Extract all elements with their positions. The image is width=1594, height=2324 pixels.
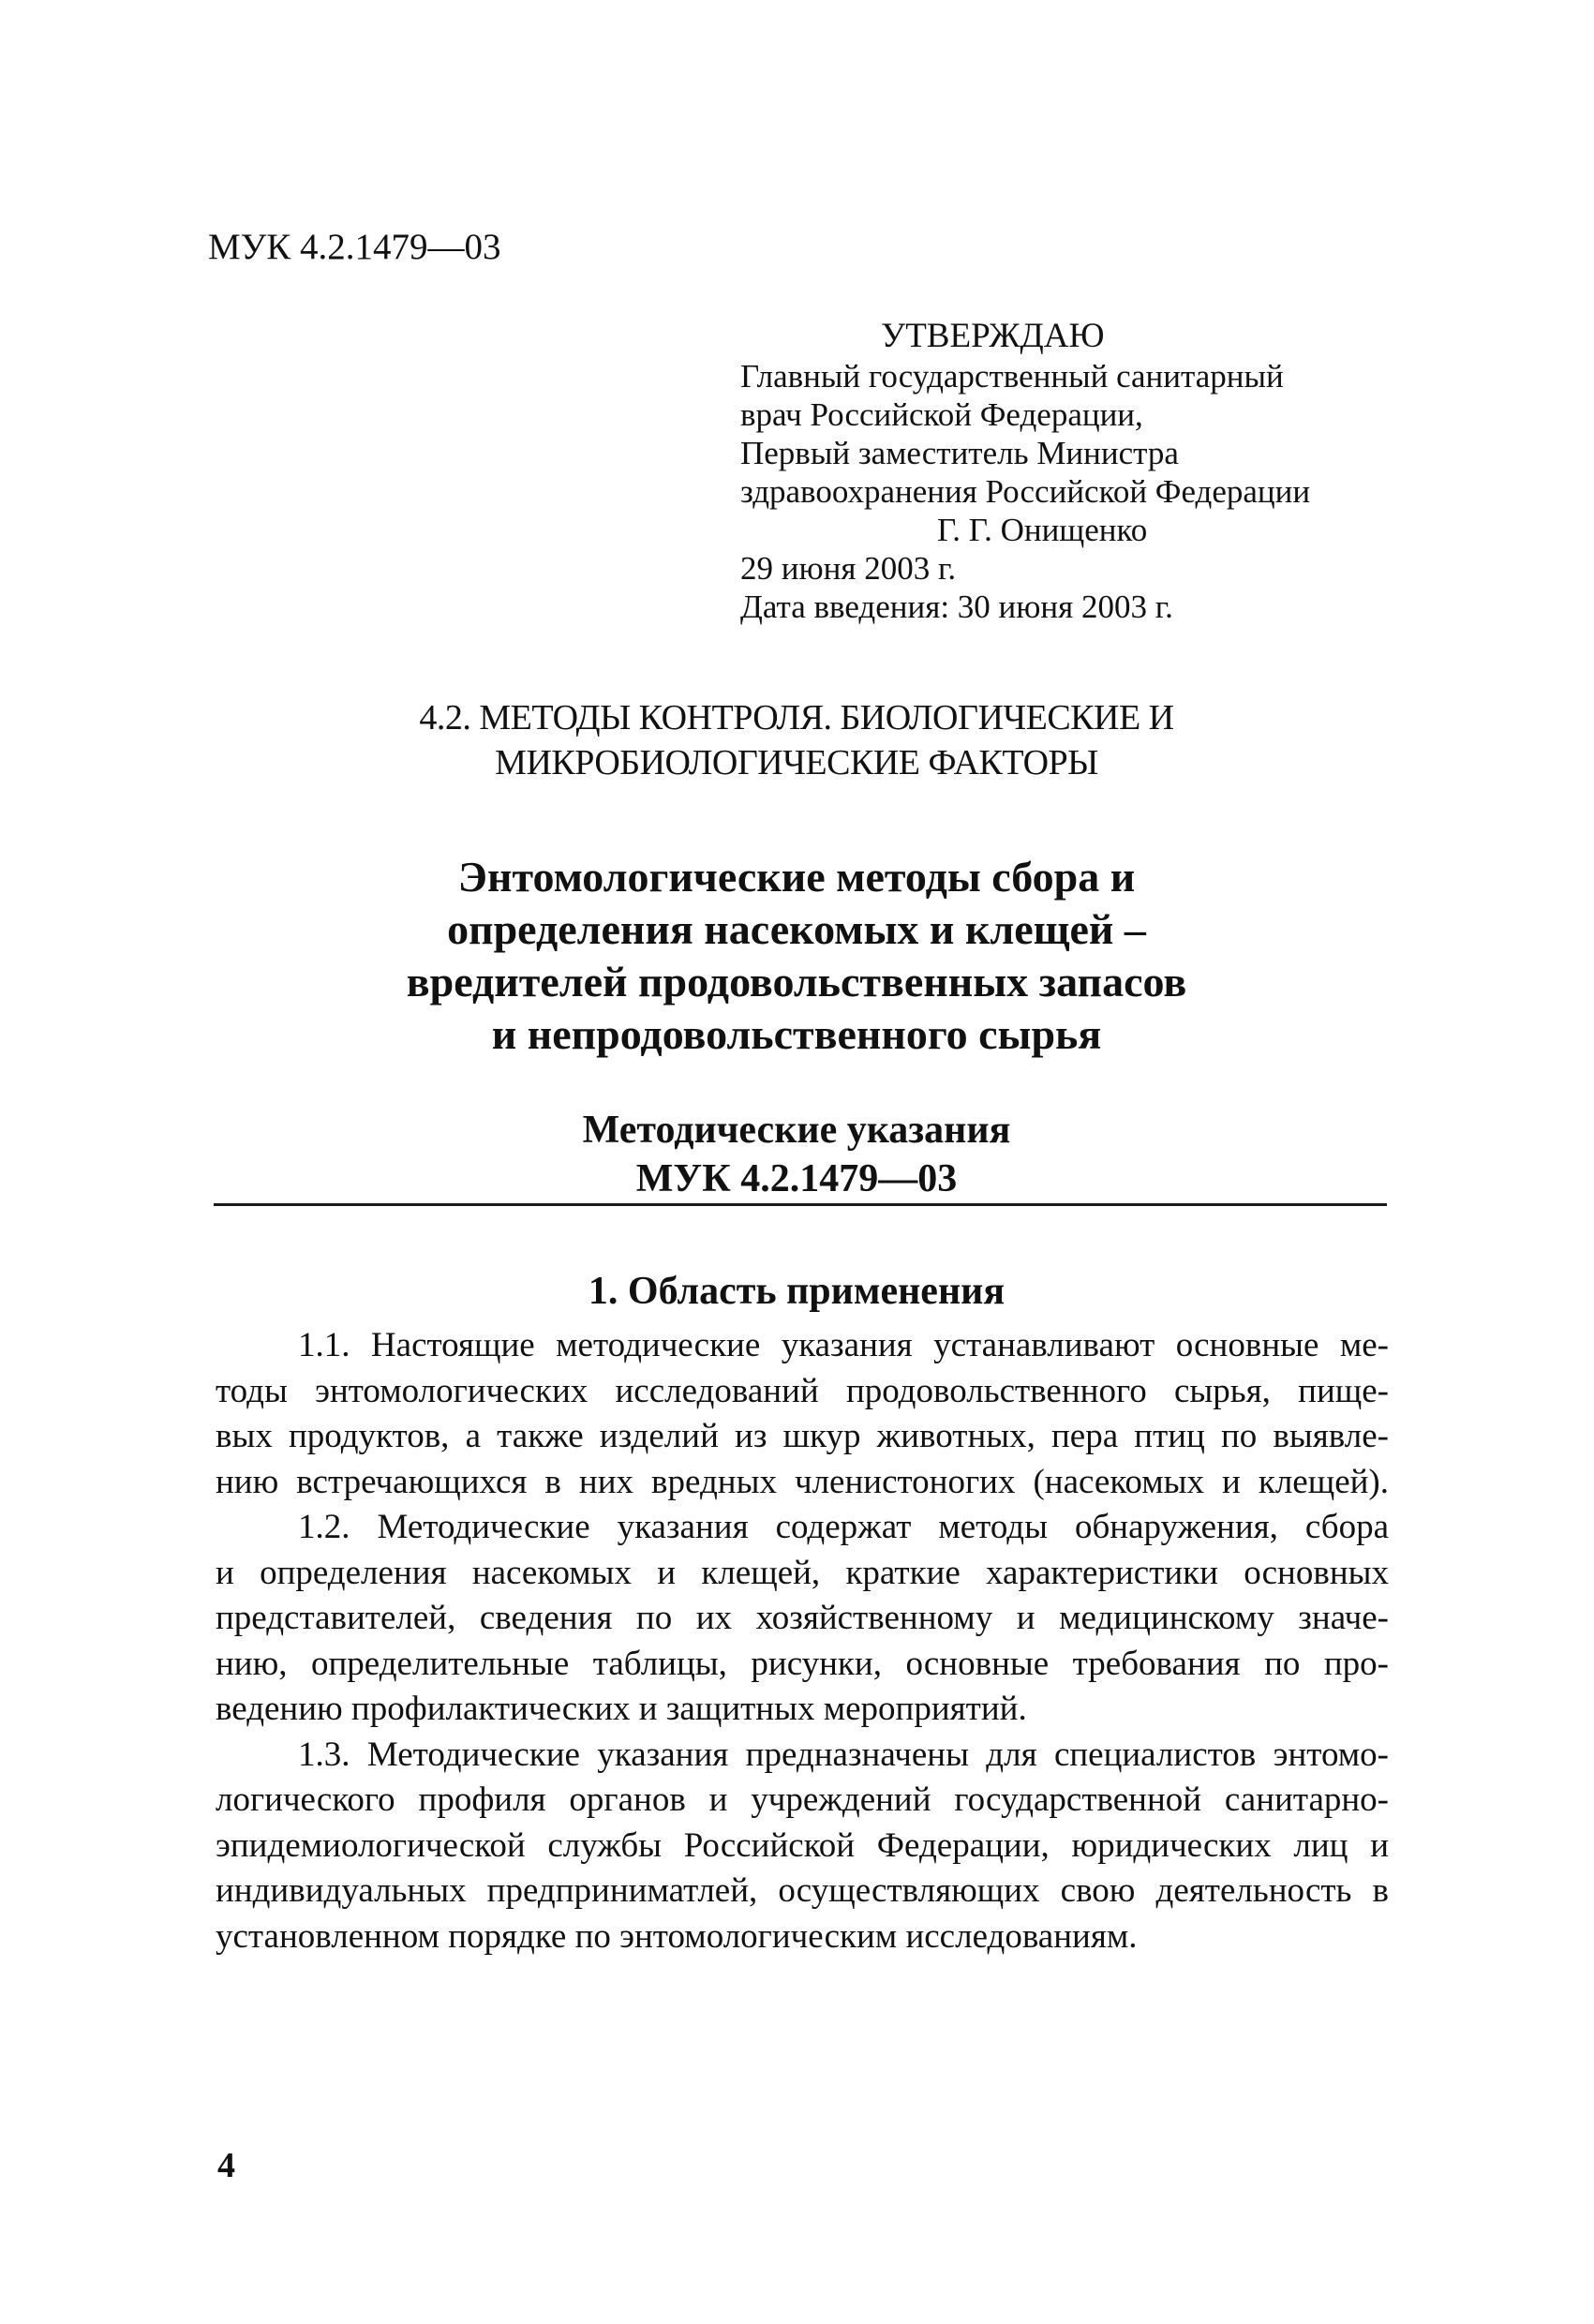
text-line: индивидуальных предприниматлей, осуществляющих свою деятельность в bbox=[216, 1871, 1389, 1910]
approval-line: Главный государственный санитарный bbox=[740, 358, 1284, 395]
text-line: нию встречающихся в них вредных членистоногих (насекомых и клещей). bbox=[216, 1462, 1389, 1501]
approval-line: здравоохранения Российской Федерации bbox=[740, 473, 1311, 510]
text-line: и определения насекомых и клещей, краткие характеристики основных bbox=[216, 1553, 1389, 1592]
text-line: ведению профилактических и защитных мероприятий. bbox=[216, 1690, 1027, 1728]
divider-rule bbox=[214, 1203, 1387, 1206]
section-heading-line: МИКРОБИОЛОГИЧЕСКИЕ ФАКТОРЫ bbox=[495, 743, 1098, 782]
text-line: представителей, сведения по их хозяйственному и медицинскому значе- bbox=[216, 1599, 1389, 1637]
effective-date: Дата введения: 30 июня 2003 г. bbox=[740, 588, 1173, 625]
text-line: 1.1. Настоящие методические указания устанавливают основные ме- bbox=[298, 1326, 1389, 1364]
section-heading-line: 4.2. МЕТОДЫ КОНТРОЛЯ. БИОЛОГИЧЕСКИЕ И bbox=[419, 698, 1174, 737]
section-1-heading: 1. Область применения bbox=[588, 1270, 1006, 1313]
text-line: тоды энтомологических исследований продовольственного сырья, пище- bbox=[216, 1371, 1389, 1410]
approval-line: Первый заместитель Министра bbox=[740, 435, 1179, 471]
text-line: эпидемиологической службы Российской Федерации, юридических лиц и bbox=[216, 1825, 1389, 1865]
page-number: 4 bbox=[217, 2146, 235, 2185]
document-type-label: Методические указания bbox=[582, 1109, 1011, 1152]
approval-heading: УТВЕРЖДАЮ bbox=[881, 317, 1105, 355]
paragraph-1-1 bbox=[216, 1323, 1389, 1505]
paragraph-1-3 bbox=[216, 1733, 1389, 1960]
document-type-code: МУК 4.2.1479—03 bbox=[635, 1157, 958, 1200]
approval-block bbox=[740, 317, 1396, 626]
document-title bbox=[216, 851, 1378, 1061]
text-line: установленном порядке по энтомологическим исследованиям. bbox=[216, 1916, 1138, 1956]
approval-line: врач Российской Федерации, bbox=[740, 396, 1143, 433]
text-line: 1.3. Методические указания предназначены для специалистов энтомо- bbox=[298, 1735, 1389, 1774]
approval-date: 29 июня 2003 г. bbox=[740, 550, 957, 587]
text-line: вых продуктов, а также изделий из шкур животных, пера птиц по выявле- bbox=[216, 1417, 1389, 1455]
document-type bbox=[216, 1106, 1378, 1203]
section-heading bbox=[216, 695, 1378, 785]
approval-signatory: Г. Г. Онищенко bbox=[937, 512, 1148, 548]
text-line: логического профиля органов и учреждений государственной санитарно- bbox=[216, 1780, 1389, 1819]
paragraph-1-2 bbox=[216, 1505, 1389, 1733]
document-title-line: Энтомологические методы сбора и bbox=[457, 853, 1136, 901]
section-1-body bbox=[216, 1323, 1389, 1959]
text-line: 1.2. Методические указания содержат методы обнаружения, сбора bbox=[298, 1508, 1389, 1546]
text-line: нию, определительные таблицы, рисунки, основные требования по про- bbox=[216, 1644, 1389, 1683]
document-title-line: определения насекомых и клещей – bbox=[447, 905, 1146, 953]
document-title-line: вредителей продовольственных запасов bbox=[406, 958, 1187, 1006]
document-title-line: и непродовольственного сырья bbox=[491, 1010, 1102, 1058]
document-code: МУК 4.2.1479—03 bbox=[208, 227, 501, 267]
